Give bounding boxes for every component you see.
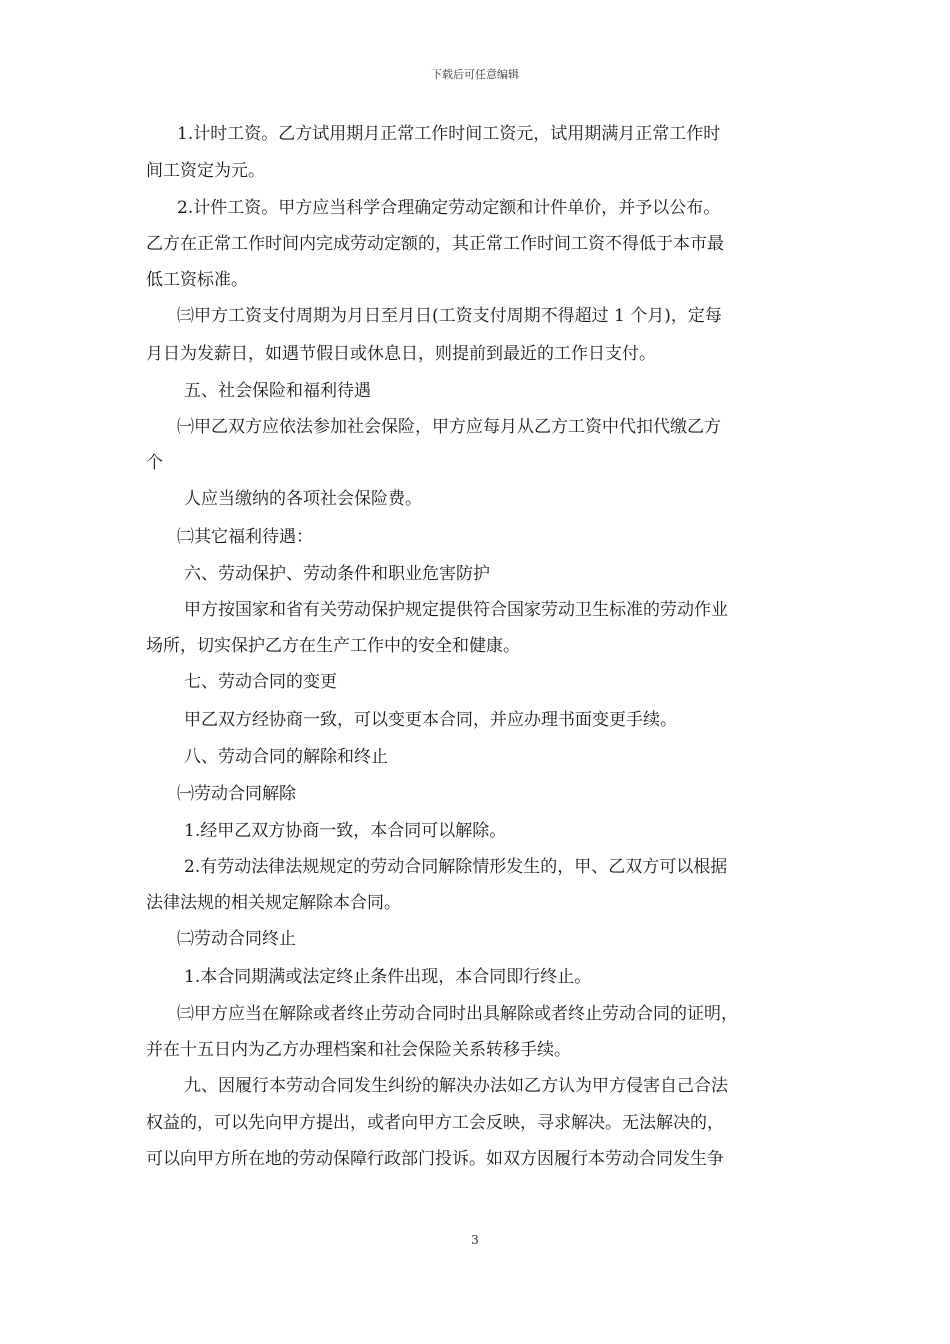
text-line: 六、劳动保护、劳动条件和职业危害防护 (184, 564, 490, 584)
text-line: 权益的，可以先向甲方提出，或者向甲方工会反映，寻求解决。无法解决的， (146, 1113, 724, 1133)
text-line: ㈠甲乙双方应依法参加社会保险，甲方应每月从乙方工资中代扣代缴乙方 (177, 417, 721, 437)
text-line: ㈡其它福利待遇： (177, 527, 313, 547)
page-header: 下载后可任意编辑 (431, 68, 519, 81)
text-line: 人应当缴纳的各项社会保险费。 (184, 489, 422, 509)
text-line: 八、劳动合同的解除和终止 (184, 747, 388, 767)
text-line: 甲方按国家和省有关劳动保护规定提供符合国家劳动卫生标准的劳动作业 (184, 600, 728, 620)
text-line: ㈡劳动合同终止 (177, 929, 296, 949)
text-line: 1.计时工资。乙方试用期月正常工作时间工资元，试用期满月正常工作时 (177, 124, 721, 144)
text-line: 低工资标准。 (146, 270, 248, 290)
text-line: 可以向甲方所在地的劳动保障行政部门投诉。如双方因履行本劳动合同发生争 (146, 1149, 724, 1169)
text-line: ㈠劳动合同解除 (177, 784, 296, 804)
text-line: ㈢甲方工资支付周期为月日至月日(工资支付周期不得超过 1 个月)，定每 (177, 306, 722, 326)
text-line: 并在十五日内为乙方办理档案和社会保险关系转移手续。 (146, 1040, 571, 1060)
text-line: 甲乙双方经协商一致，可以变更本合同，并应办理书面变更手续。 (184, 710, 677, 730)
page-number: 3 (471, 1233, 479, 1247)
text-line: 场所，切实保护乙方在生产工作中的安全和健康。 (146, 636, 520, 656)
text-line: 1.经甲乙双方协商一致，本合同可以解除。 (184, 821, 507, 841)
text-line: 月日为发薪日，如遇节假日或休息日，则提前到最近的工作日支付。 (146, 344, 656, 364)
text-line: 乙方在正常工作时间内完成劳动定额的，其正常工作时间工资不得低于本市最 (146, 234, 724, 254)
text-line: 个 (146, 453, 163, 473)
text-line: 九、因履行本劳动合同发生纠纷的解决办法如乙方认为甲方侵害自己合法 (184, 1076, 728, 1096)
text-line: 间工资定为元。 (146, 161, 265, 181)
text-line: 2.计件工资。甲方应当科学合理确定劳动定额和计件单价，并予以公布。 (177, 198, 721, 218)
text-line: 五、社会保险和福利待遇 (184, 381, 371, 401)
text-line: ㈢甲方应当在解除或者终止劳动合同时出具解除或者终止劳动合同的证明， (177, 1004, 738, 1024)
text-line: 七、劳动合同的变更 (184, 672, 337, 692)
text-line: 2.有劳动法律法规规定的劳动合同解除情形发生的，甲、乙双方可以根据 (184, 857, 728, 877)
text-line: 1.本合同期满或法定终止条件出现，本合同即行终止。 (184, 967, 592, 987)
text-line: 法律法规的相关规定解除本合同。 (146, 893, 401, 913)
